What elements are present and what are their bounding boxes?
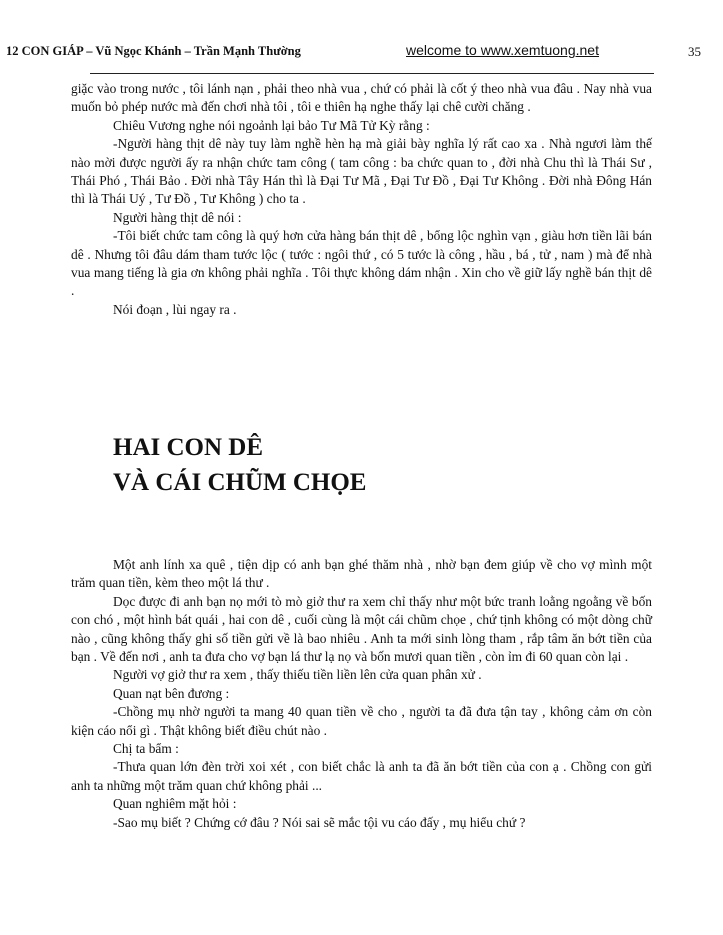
page-header <box>0 0 723 80</box>
paragraph: Người hàng thịt dê nói : <box>113 209 242 225</box>
story-body <box>71 556 652 832</box>
paragraph: -Thưa quan lớn đèn trời xoi xét , con biết chắc là anh ta đã ăn bớt tiền của con ạ . Chồng con gửi anh ta những một trăm quan chứ không phải ... <box>71 759 652 793</box>
header-divider <box>90 73 654 74</box>
paragraph: -Sao mụ biết ? Chứng cớ đâu ? Nói sai sẽ mắc tội vu cáo đấy , mụ hiểu chứ ? <box>113 814 526 830</box>
paragraph: giặc vào trong nước , tôi lánh nạn , phải theo nhà vua , chứ có phải là cốt ý theo nhà vua đâu . Nay nhà vua muốn bỏ phép nước mà đến chơi nhà tôi , tôi e thiên hạ nghe thấy lại chê cười chăng . <box>71 81 652 115</box>
paragraph: -Tôi biết chức tam công là quý hơn cửa hàng bán thịt dê , bổng lộc nghìn vạn , giàu hơn tiền lãi bán dê . Nhưng tôi đâu dám tham tước lộc ( tước : ngôi thứ , có 5 tước là công , hầu , bá , tử , nam ) mà để nhà vua mang tiếng là gia ơn không phải nghĩa . Tôi thực không dám nhận . Xin cho về giữ lấy nghề bán thịt dê . <box>71 228 652 299</box>
paragraph: Quan nghiêm mặt hỏi : <box>113 796 237 812</box>
story-title-line-1: HAI CON DÊ <box>113 434 264 461</box>
paragraph: Quan nạt bên đương : <box>113 685 230 701</box>
paragraph: -Chồng mụ nhờ người ta mang 40 quan tiền về cho , người ta đã đưa tận tay , không cảm ơn còn kiện cáo nổi gì . Thật không biết điều chút nào . <box>71 704 652 738</box>
paragraph: Chiêu Vương nghe nói ngoảnh lại bảo Tư Mã Tử Kỳ rằng : <box>113 117 430 133</box>
paragraph: Chị ta bẩm : <box>113 741 179 757</box>
header-book-title: 12 CON GIÁP – Vũ Ngọc Khánh – Trần Mạnh Thường <box>6 44 301 58</box>
paragraph: -Người hàng thịt dê này tuy làm nghề hèn hạ mà giải bày nghĩa lý rất cao xa . Nhà ngươi làm thế nào mời được người ấy ra nhận chức tam công ( tam công : ba chức quan to , đời nhà Chu thì là Thái Sư , Thái Phó , Thái Bảo . Đời nhà Tây Hán thì là Đại Tư Mã , Đại Tư Đồ , Đại Tư Không . Đời nhà Đông Hán thì là Thái Uý , Tư Đồ , Tư Không ) cho ta . <box>71 136 652 207</box>
paragraph: Nói đoạn , lùi ngay ra . <box>113 301 237 317</box>
header-website-link[interactable]: welcome to www.xemtuong.net <box>406 42 599 58</box>
page-number: 35 <box>688 44 701 59</box>
paragraph: Dọc được đi anh bạn nọ mới tò mò giở thư ra xem chỉ thấy như một bức tranh loằng ngoằng về bốn con chó , một hình bát quái , hai con dê , cuối cùng là một cái chũm chọe , chứ tịnh không có một dòng chữ nào , cũng không thấy ghi số tiền gửi về là bao nhiêu . Anh ta mới sinh lòng tham , rắp tâm ăn bớt tiền của bạn . Về đến nơi , anh ta đưa cho vợ bạn lá thư lạ nọ và bốn mươi quan tiền , còn ỉm đi 60 quan còn lại . <box>71 593 652 665</box>
paragraph: Một anh lính xa quê , tiện dịp có anh bạn ghé thăm nhà , nhờ bạn đem giúp về cho vợ mình một trăm quan tiền, kèm theo một lá thư . <box>71 557 652 591</box>
story-continuation <box>71 80 652 319</box>
story-title-line-2: VÀ CÁI CHŨM CHỌE <box>113 469 367 496</box>
story-title <box>113 430 366 500</box>
paragraph: Người vợ giở thư ra xem , thấy thiếu tiền liền lên cửa quan phân xử . <box>113 667 482 683</box>
